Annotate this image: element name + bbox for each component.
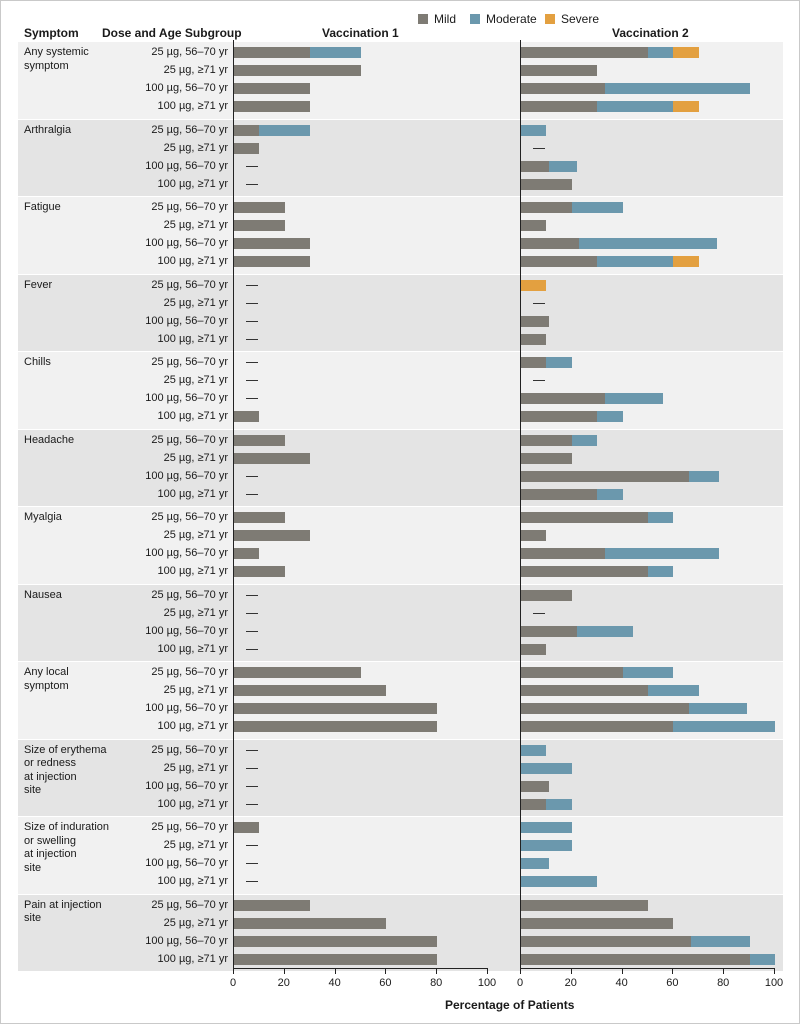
legend-severe-label: Severe — [561, 12, 600, 26]
bar-segment-moderate — [521, 125, 546, 136]
subgroup-label: 25 µg, ≥71 yr — [163, 839, 228, 851]
no-event-dash — [246, 613, 258, 614]
bar-segment-mild — [521, 161, 549, 172]
symptom-label: Pain at injection site — [24, 898, 102, 924]
no-event-dash — [246, 398, 258, 399]
vaccination-2-header: Vaccination 2 — [612, 26, 689, 40]
bar-segment-mild — [234, 83, 310, 94]
no-event-dash — [246, 863, 258, 864]
bar-segment-mild — [521, 685, 648, 696]
bar-segment-mild — [234, 220, 285, 231]
bar-segment-moderate — [673, 721, 775, 732]
bar-segment-moderate — [648, 566, 673, 577]
bar-segment-mild — [521, 471, 689, 482]
bar-segment-mild — [234, 548, 259, 559]
bar-segment-mild — [521, 47, 648, 58]
bar-segment-mild — [521, 703, 689, 714]
x-tick-label: 20 — [277, 977, 290, 989]
bar-segment-mild — [234, 202, 285, 213]
bar-segment-mild — [234, 954, 437, 965]
bar-segment-mild — [521, 101, 597, 112]
bar-segment-severe — [673, 47, 698, 58]
bar-segment-mild — [521, 202, 572, 213]
bar-segment-moderate — [605, 393, 663, 404]
no-event-dash — [246, 362, 258, 363]
bar-segment-mild — [234, 512, 285, 523]
bar-segment-mild — [234, 411, 259, 422]
no-event-dash — [533, 380, 545, 381]
x-tick-label: 0 — [229, 977, 237, 989]
bar-segment-moderate — [521, 822, 572, 833]
bar-segment-mild — [521, 316, 549, 327]
subgroup-label: 100 µg, ≥71 yr — [157, 177, 228, 190]
subgroup-label: 25 µg, 56–70 yr — [151, 898, 228, 911]
bar-segment-mild — [521, 936, 691, 947]
x-tick-label: 80 — [717, 977, 730, 989]
bar-segment-mild — [234, 65, 361, 76]
x-tick-label: 80 — [430, 977, 443, 989]
symptom-label: Fatigue — [24, 201, 61, 213]
subgroup-label: 25 µg, ≥71 yr — [163, 684, 228, 696]
bar-segment-mild — [234, 101, 310, 112]
subgroup-label: 25 µg, 56–70 yr — [151, 433, 228, 446]
subgroup-label: 25 µg, ≥71 yr — [163, 761, 228, 774]
legend-severe — [545, 12, 599, 26]
bar-segment-mild — [234, 667, 361, 678]
subgroup-label: 25 µg, 56–70 yr — [151, 743, 228, 756]
vaccination-2-x-axis — [520, 968, 775, 969]
bar-segment-mild — [234, 703, 437, 714]
subgroup-label: 100 µg, ≥71 yr — [157, 875, 228, 887]
bar-segment-moderate — [521, 858, 549, 869]
x-tick-label: 100 — [477, 977, 497, 989]
subgroup-label: 25 µg, ≥71 yr — [163, 451, 228, 464]
bar-segment-severe — [673, 101, 698, 112]
x-tick-label: 0 — [516, 977, 524, 989]
bar-segment-mild — [521, 530, 546, 541]
x-tick-label: 60 — [379, 977, 392, 989]
no-event-dash — [246, 303, 258, 304]
no-event-dash — [246, 285, 258, 286]
symptom-label: Size of induration or swelling at injection site — [24, 821, 109, 874]
bar-segment-moderate — [648, 512, 673, 523]
bar-segment-mild — [521, 954, 750, 965]
x-axis-title: Percentage of Patients — [445, 998, 575, 1012]
bar-segment-moderate — [572, 435, 597, 446]
subgroup-label: 100 µg, ≥71 yr — [157, 487, 228, 500]
bar-segment-moderate — [648, 47, 673, 58]
bar-segment-mild — [234, 685, 386, 696]
bar-segment-mild — [234, 900, 310, 911]
bar-segment-severe — [673, 256, 698, 267]
no-event-dash — [246, 786, 258, 787]
no-event-dash — [246, 166, 258, 167]
subgroup-label: 100 µg, ≥71 yr — [157, 255, 228, 267]
bar-segment-mild — [234, 918, 386, 929]
subgroup-label: 100 µg, ≥71 yr — [157, 642, 228, 655]
bar-segment-mild — [521, 65, 597, 76]
bar-segment-moderate — [597, 411, 622, 422]
subgroup-label: 100 µg, 56–70 yr — [145, 237, 228, 249]
bar-segment-mild — [234, 822, 259, 833]
subgroup-label: 100 µg, 56–70 yr — [145, 857, 228, 869]
bar-segment-moderate — [605, 83, 750, 94]
bar-segment-moderate — [689, 703, 747, 714]
x-tick-mark — [385, 969, 386, 974]
bar-segment-mild — [521, 667, 623, 678]
subgroup-label: 100 µg, ≥71 yr — [157, 797, 228, 810]
bar-segment-moderate — [549, 161, 577, 172]
subgroup-label: 25 µg, ≥71 yr — [163, 916, 228, 929]
bar-segment-moderate — [521, 840, 572, 851]
no-event-dash — [246, 476, 258, 477]
bar-segment-moderate — [597, 256, 673, 267]
bar-segment-moderate — [546, 799, 571, 810]
bar-segment-mild — [234, 125, 259, 136]
bar-segment-mild — [521, 512, 648, 523]
subgroup-label: 100 µg, ≥71 yr — [157, 410, 228, 422]
bar-segment-moderate — [648, 685, 699, 696]
no-event-dash — [246, 184, 258, 185]
bar-segment-moderate — [259, 125, 310, 136]
vaccination-2-axis-line — [520, 40, 521, 969]
subgroup-label: 100 µg, 56–70 yr — [145, 159, 228, 172]
subgroup-label: 25 µg, 56–70 yr — [151, 278, 228, 291]
symptom-header: Symptom — [24, 26, 79, 40]
subgroup-label: 100 µg, 56–70 yr — [145, 469, 228, 482]
subgroup-label: 100 µg, 56–70 yr — [145, 702, 228, 714]
subgroup-label: 25 µg, 56–70 yr — [151, 46, 228, 58]
symptom-label: Arthralgia — [24, 123, 72, 136]
no-event-dash — [533, 148, 545, 149]
bar-segment-mild — [521, 334, 546, 345]
x-tick-mark — [622, 969, 623, 974]
no-event-dash — [246, 845, 258, 846]
x-tick-label: 40 — [328, 977, 341, 989]
vaccination-1-header: Vaccination 1 — [322, 26, 399, 40]
x-tick-mark — [487, 969, 488, 974]
bar-segment-moderate — [572, 202, 623, 213]
subgroup-label: 100 µg, 56–70 yr — [145, 624, 228, 637]
bar-segment-mild — [234, 721, 437, 732]
bar-segment-mild — [521, 256, 597, 267]
bar-segment-moderate — [579, 238, 716, 249]
bar-segment-mild — [521, 799, 546, 810]
no-event-dash — [246, 494, 258, 495]
x-tick-mark — [335, 969, 336, 974]
x-tick-mark — [520, 969, 521, 974]
x-tick-mark — [436, 969, 437, 974]
vaccination-1-x-axis — [233, 968, 488, 969]
bar-segment-mild — [521, 626, 577, 637]
bar-segment-moderate — [689, 471, 719, 482]
subgroup-label: 25 µg, ≥71 yr — [163, 296, 228, 309]
symptom-label: Nausea — [24, 588, 62, 601]
subgroup-label: 25 µg, ≥71 yr — [163, 219, 228, 231]
bar-segment-mild — [234, 143, 259, 154]
subgroup-label: 100 µg, ≥71 yr — [157, 100, 228, 112]
no-event-dash — [246, 804, 258, 805]
subgroup-label: 100 µg, ≥71 yr — [157, 952, 228, 965]
bar-segment-moderate — [605, 548, 719, 559]
subgroup-label: 25 µg, ≥71 yr — [163, 374, 228, 386]
no-event-dash — [246, 881, 258, 882]
bar-segment-moderate — [310, 47, 361, 58]
bar-segment-mild — [521, 781, 549, 792]
symptom-label: Chills — [24, 356, 51, 368]
subgroup-label: 25 µg, 56–70 yr — [151, 356, 228, 368]
subgroup-label: 25 µg, 56–70 yr — [151, 123, 228, 136]
subgroup-label: 100 µg, 56–70 yr — [145, 779, 228, 792]
subgroup-label: 100 µg, 56–70 yr — [145, 547, 228, 559]
no-event-dash — [246, 649, 258, 650]
bar-segment-mild — [234, 256, 310, 267]
x-tick-label: 20 — [564, 977, 577, 989]
bar-segment-moderate — [691, 936, 749, 947]
bar-segment-moderate — [623, 667, 674, 678]
bar-segment-moderate — [577, 626, 633, 637]
bar-segment-mild — [521, 393, 605, 404]
bar-segment-mild — [521, 548, 605, 559]
bar-segment-moderate — [750, 954, 775, 965]
x-tick-label: 60 — [666, 977, 679, 989]
symptom-label: Any systemic symptom — [24, 46, 89, 72]
bar-segment-mild — [234, 435, 285, 446]
bar-segment-mild — [521, 721, 673, 732]
x-tick-mark — [723, 969, 724, 974]
no-event-dash — [246, 321, 258, 322]
subgroup-label: 25 µg, ≥71 yr — [163, 529, 228, 541]
no-event-dash — [533, 613, 545, 614]
bar-segment-moderate — [521, 745, 546, 756]
x-tick-label: 100 — [764, 977, 784, 989]
bar-segment-mild — [521, 453, 572, 464]
subgroup-label: 100 µg, 56–70 yr — [145, 314, 228, 327]
bar-segment-moderate — [597, 101, 673, 112]
subgroup-label: 100 µg, 56–70 yr — [145, 82, 228, 94]
no-event-dash — [246, 631, 258, 632]
no-event-dash — [246, 750, 258, 751]
bar-segment-mild — [521, 83, 605, 94]
symptom-label: Any local symptom — [24, 666, 69, 692]
bar-segment-mild — [521, 489, 597, 500]
bar-segment-severe — [521, 280, 546, 291]
subgroup-label: 100 µg, ≥71 yr — [157, 332, 228, 345]
vaccination-1-axis-line — [233, 40, 234, 969]
bar-segment-mild — [521, 566, 648, 577]
bar-segment-mild — [234, 566, 285, 577]
bar-segment-mild — [521, 238, 579, 249]
symptom-label: Headache — [24, 433, 75, 446]
bar-segment-mild — [521, 644, 546, 655]
subgroup-label: 25 µg, 56–70 yr — [151, 201, 228, 213]
bar-segment-mild — [234, 530, 310, 541]
bar-segment-moderate — [597, 489, 622, 500]
x-tick-mark — [774, 969, 775, 974]
bar-segment-mild — [234, 238, 310, 249]
bar-segment-mild — [521, 179, 572, 190]
symptom-label: Myalgia — [24, 511, 62, 523]
legend-severe-swatch — [545, 14, 555, 24]
bar-segment-mild — [521, 590, 572, 601]
no-event-dash — [246, 380, 258, 381]
x-tick-label: 40 — [615, 977, 628, 989]
subgroup-label: 25 µg, 56–70 yr — [151, 511, 228, 523]
subgroup-label: 25 µg, ≥71 yr — [163, 141, 228, 154]
legend-moderate-swatch — [470, 14, 480, 24]
x-tick-mark — [284, 969, 285, 974]
bar-segment-moderate — [521, 876, 597, 887]
subgroup-label: 25 µg, 56–70 yr — [151, 666, 228, 678]
bar-segment-moderate — [521, 763, 572, 774]
symptom-label: Fever — [24, 278, 53, 291]
subgroup-label: 25 µg, ≥71 yr — [163, 606, 228, 619]
bar-segment-mild — [521, 900, 648, 911]
legend-mild — [418, 12, 456, 26]
bar-segment-mild — [234, 453, 310, 464]
subgroup-label: 25 µg, ≥71 yr — [163, 64, 228, 76]
subgroup-label: 100 µg, 56–70 yr — [145, 934, 228, 947]
symptom-label: Size of erythema or redness at injection site — [24, 743, 107, 796]
legend-moderate — [470, 12, 537, 26]
subgroup-label: 100 µg, ≥71 yr — [157, 565, 228, 577]
no-event-dash — [533, 303, 545, 304]
subgroup-label: 25 µg, 56–70 yr — [151, 821, 228, 833]
no-event-dash — [246, 339, 258, 340]
x-tick-mark — [571, 969, 572, 974]
bar-segment-mild — [521, 220, 546, 231]
legend-mild-swatch — [418, 14, 428, 24]
bar-segment-mild — [521, 357, 546, 368]
bar-segment-mild — [234, 47, 310, 58]
bar-segment-mild — [521, 435, 572, 446]
no-event-dash — [246, 595, 258, 596]
subgroup-label: 100 µg, ≥71 yr — [157, 720, 228, 732]
bar-segment-mild — [234, 936, 437, 947]
legend-moderate-label: Moderate — [486, 12, 537, 26]
bar-segment-moderate — [546, 357, 571, 368]
bar-segment-mild — [521, 918, 673, 929]
dose-age-header: Dose and Age Subgroup — [102, 26, 242, 40]
no-event-dash — [246, 768, 258, 769]
legend-mild-label: Mild — [434, 12, 457, 26]
x-tick-mark — [233, 969, 234, 974]
subgroup-label: 100 µg, 56–70 yr — [145, 392, 228, 404]
subgroup-label: 25 µg, 56–70 yr — [151, 588, 228, 601]
x-tick-mark — [672, 969, 673, 974]
bar-segment-mild — [521, 411, 597, 422]
